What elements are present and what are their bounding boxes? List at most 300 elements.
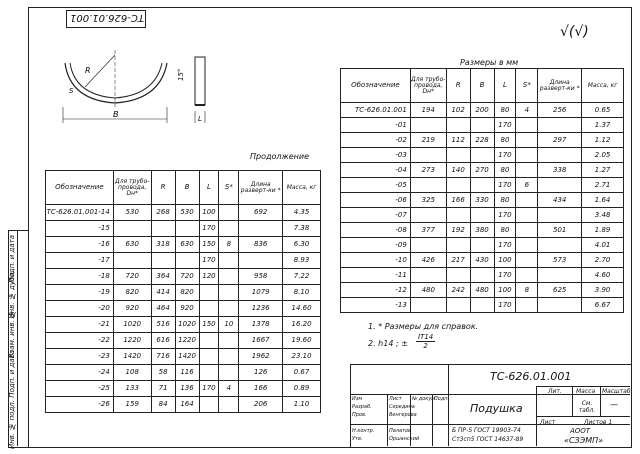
left_table-cell-r: 71	[151, 381, 175, 397]
org-line-1: АООТ	[570, 427, 591, 435]
table-row	[341, 118, 624, 133]
note-2: 2. h14 ; ±	[368, 339, 408, 348]
left_table-cell-r: 318	[151, 237, 175, 253]
left_table-cell-s	[219, 221, 239, 237]
left_table-cell-d: -23	[46, 349, 114, 365]
side-strip-divider	[17, 230, 18, 446]
left_table-cell-m: 8.10	[283, 285, 321, 301]
rh-designation: Обозначение	[341, 69, 411, 103]
right_table-cell-len: 434	[538, 193, 582, 208]
left_table-cell-dn: 1420	[113, 349, 151, 365]
label-tolerance: 15°	[177, 68, 185, 81]
right_table-cell-l: 170	[494, 268, 516, 283]
right_table-cell-s: 8	[516, 283, 538, 298]
right_table-cell-l: 100	[494, 283, 516, 298]
side-label-3: Взам. инв. №	[8, 310, 16, 359]
right_table-cell-b: 270	[470, 163, 494, 178]
left_table-cell-d: -17	[46, 253, 114, 269]
right_table-cell-s	[516, 223, 538, 238]
rh-b: B	[470, 69, 494, 103]
left_table-cell-dn	[113, 221, 151, 237]
left_table-cell-dn: 630	[113, 237, 151, 253]
right_table-cell-len	[538, 118, 582, 133]
right_table-cell-s	[516, 118, 538, 133]
left_table-cell-d: -25	[46, 381, 114, 397]
right_table-cell-r: 140	[446, 163, 470, 178]
right_table-cell-dn	[410, 268, 446, 283]
right_table-cell-len: 573	[538, 253, 582, 268]
rh-length: Длина разверт-ки *	[538, 69, 582, 103]
continuation-title: Продолжение	[250, 152, 310, 161]
right_table-cell-len: 625	[538, 283, 582, 298]
table-row	[341, 223, 624, 238]
left_table-cell-m: 0.67	[283, 365, 321, 381]
right_table-cell-l: 80	[494, 163, 516, 178]
left_table-cell-dn: 1020	[113, 317, 151, 333]
right_table-cell-dn: 480	[410, 283, 446, 298]
right_table-cell-len	[538, 268, 582, 283]
right_table-cell-r	[446, 208, 470, 223]
left_table-cell-b: 1220	[175, 333, 199, 349]
title-block-name: Лист	[389, 396, 402, 402]
rh-mass: Масса, кг	[582, 69, 624, 103]
right_table-cell-r: 192	[446, 223, 470, 238]
right_table-cell-r	[446, 238, 470, 253]
left_table-cell-dn: 133	[113, 381, 151, 397]
left_table-cell-d: -18	[46, 269, 114, 285]
right_table-cell-dn	[410, 298, 446, 313]
left_table-cell-dn: 530	[113, 205, 151, 221]
label-l: L	[198, 115, 202, 123]
side-label-5: Подп. и дата	[8, 235, 16, 283]
left_table-cell-r: 364	[151, 269, 175, 285]
left_table-cell-s	[219, 269, 239, 285]
org-line-2: «СЗЭМП»	[564, 436, 604, 445]
lh-l: L	[199, 171, 219, 205]
left_table-cell-len: 958	[239, 269, 283, 285]
right_table-cell-d: -13	[341, 298, 411, 313]
right_table-cell-d: -01	[341, 118, 411, 133]
table-row	[341, 208, 624, 223]
right_table-cell-l: 80	[494, 193, 516, 208]
title-block-role: Изм	[352, 396, 363, 402]
right_table-cell-b	[470, 118, 494, 133]
left_table-cell-m: 4.35	[283, 205, 321, 221]
left_table-cell-b: 720	[175, 269, 199, 285]
left_table-cell-len: 166	[239, 381, 283, 397]
lh-r: R	[151, 171, 175, 205]
left_table-cell-len: 692	[239, 205, 283, 221]
right_table-cell-r	[446, 148, 470, 163]
right_table-cell-s	[516, 148, 538, 163]
right_table-cell-b: 200	[470, 103, 494, 118]
right_table-cell-m: 1.64	[582, 193, 624, 208]
right_table-cell-d: -06	[341, 193, 411, 208]
right_table-cell-l: 170	[494, 238, 516, 253]
lh-pipe: Для трубо-провода, Dн*	[113, 171, 151, 205]
note-2-den: 2	[423, 342, 428, 350]
right_table-cell-s: 6	[516, 178, 538, 193]
note-1: 1. * Размеры для справок.	[368, 322, 479, 331]
material-line-1: Б ПР-5 ГОСТ 19903-74	[452, 427, 521, 434]
left_table-cell-l	[199, 349, 219, 365]
table-row	[46, 349, 321, 365]
sizes-title: Размеры в мм	[460, 58, 519, 67]
left_table-cell-m: 1.10	[283, 397, 321, 413]
right_table-cell-b: 228	[470, 133, 494, 148]
right_table-cell-dn	[410, 118, 446, 133]
right_table-cell-b	[470, 208, 494, 223]
right_table-cell-b	[470, 148, 494, 163]
left_table-cell-s	[219, 301, 239, 317]
right_table-cell-m: 4.01	[582, 238, 624, 253]
left_table-cell-d: -19	[46, 285, 114, 301]
label-r: R	[85, 66, 91, 75]
right_table-cell-d: -05	[341, 178, 411, 193]
table-row	[46, 221, 321, 237]
label-s: S	[69, 87, 74, 95]
right_table-cell-s	[516, 193, 538, 208]
left_table-cell-len: 836	[239, 237, 283, 253]
right_table-cell-m: 3.90	[582, 283, 624, 298]
left_table-cell-l: 150	[199, 237, 219, 253]
right_table-cell-s	[516, 268, 538, 283]
lh-s: S*	[219, 171, 239, 205]
right_table-cell-r: 217	[446, 253, 470, 268]
left_table-cell-r: 84	[151, 397, 175, 413]
left_table-cell-m: 16.20	[283, 317, 321, 333]
right_table-cell-d: TC-626.01.001	[341, 103, 411, 118]
left_table-cell-dn: 720	[113, 269, 151, 285]
left_table-cell-len: 1236	[239, 301, 283, 317]
title-block-role: Утв.	[352, 436, 363, 442]
left_table-cell-len: 1378	[239, 317, 283, 333]
left_table-cell-d: -26	[46, 397, 114, 413]
right_table-cell-dn: 273	[410, 163, 446, 178]
table-row	[341, 148, 624, 163]
title-block-name: Оршанский	[389, 436, 420, 442]
right_table-cell-m: 2.71	[582, 178, 624, 193]
right_table-cell-b	[470, 238, 494, 253]
table-row	[46, 205, 321, 221]
material-line-2: Ст3сп5 ГОСТ 14637-89	[452, 436, 524, 443]
left_table-cell-s	[219, 349, 239, 365]
part-drawing	[55, 45, 215, 130]
right_table-cell-l: 170	[494, 298, 516, 313]
right_table-cell-l: 170	[494, 208, 516, 223]
right_table-cell-d: -10	[341, 253, 411, 268]
rh-s: S*	[516, 69, 538, 103]
left_table-cell-r: 616	[151, 333, 175, 349]
left_table-cell-dn	[113, 253, 151, 269]
right_table-cell-m: 4.60	[582, 268, 624, 283]
product-name: Подушка	[470, 402, 523, 415]
table-row	[341, 253, 624, 268]
right_table-cell-d: -11	[341, 268, 411, 283]
right_table-cell-dn: 194	[410, 103, 446, 118]
lh-designation: Обозначение	[46, 171, 114, 205]
table-row	[341, 298, 624, 313]
left_table-cell-dn: 159	[113, 397, 151, 413]
right_table-cell-s	[516, 298, 538, 313]
approval-mark: √(√)	[560, 24, 589, 40]
table-row	[46, 333, 321, 349]
right_table-cell-r: 242	[446, 283, 470, 298]
table-row	[46, 237, 321, 253]
title-block-role: Н.контр.	[352, 428, 375, 434]
tb-line	[448, 364, 449, 446]
left_table-cell-m: 23.10	[283, 349, 321, 365]
right-size-table	[340, 68, 624, 313]
right_table-cell-l: 170	[494, 178, 516, 193]
right_table-cell-dn	[410, 178, 446, 193]
right_table-cell-dn: 219	[410, 133, 446, 148]
left_table-cell-l	[199, 285, 219, 301]
left_table-cell-r: 58	[151, 365, 175, 381]
left_table-cell-s: 4	[219, 381, 239, 397]
right_table-cell-d: -12	[341, 283, 411, 298]
left_table-cell-d: -16	[46, 237, 114, 253]
table-row	[341, 283, 624, 298]
left_table-cell-r: 268	[151, 205, 175, 221]
title-block-name: Середина	[389, 404, 415, 410]
left_table-cell-r: 464	[151, 301, 175, 317]
sheet-label: Лист	[540, 419, 556, 426]
right_table-cell-s	[516, 238, 538, 253]
tb-line	[572, 386, 573, 416]
left_table-cell-b: 116	[175, 365, 199, 381]
left_table-cell-d: -20	[46, 301, 114, 317]
note-2-fraction	[416, 333, 435, 350]
left_table-cell-s: 10	[219, 317, 239, 333]
table-row	[46, 253, 321, 269]
left_table-cell-l: 100	[199, 205, 219, 221]
left_table-cell-len: 126	[239, 365, 283, 381]
left_table-cell-s	[219, 205, 239, 221]
side-label-2: Подп. и дата	[8, 350, 16, 398]
left_table-cell-d: -22	[46, 333, 114, 349]
right_table-cell-b: 330	[470, 193, 494, 208]
left_table-cell-s	[219, 333, 239, 349]
left_table-cell-len: 206	[239, 397, 283, 413]
left_table-cell-s: 8	[219, 237, 239, 253]
left_table-cell-b: 630	[175, 237, 199, 253]
title-block-date: Подп.	[434, 396, 450, 402]
title-block-role: Разраб.	[352, 404, 372, 410]
left_table-cell-m: 0.89	[283, 381, 321, 397]
col-mass: Масса	[576, 388, 596, 395]
right_table-cell-l: 170	[494, 118, 516, 133]
right_table-cell-r	[446, 118, 470, 133]
table-row	[341, 193, 624, 208]
right_table-cell-d: -08	[341, 223, 411, 238]
left_table-cell-b	[175, 221, 199, 237]
left_table-cell-l: 120	[199, 269, 219, 285]
left_table-cell-m: 6.30	[283, 237, 321, 253]
left_table-cell-m: 7.38	[283, 221, 321, 237]
table-row	[46, 285, 321, 301]
right_table-cell-l: 80	[494, 103, 516, 118]
sheets-label: Листов 1	[584, 419, 613, 426]
right_table-cell-b: 430	[470, 253, 494, 268]
left_table-cell-b: 1420	[175, 349, 199, 365]
left_table-cell-l: 150	[199, 317, 219, 333]
right_table-cell-s	[516, 163, 538, 178]
top-stamp: TC-626.01.001	[70, 12, 144, 23]
left_table-cell-len: 1667	[239, 333, 283, 349]
left_table-cell-d: -24	[46, 365, 114, 381]
left_table-cell-r	[151, 221, 175, 237]
right_table-cell-d: -02	[341, 133, 411, 148]
right_table-cell-m: 6.67	[582, 298, 624, 313]
table-row	[341, 238, 624, 253]
right_table-cell-l: 80	[494, 223, 516, 238]
left_table-cell-l	[199, 397, 219, 413]
right_table-cell-dn	[410, 208, 446, 223]
scale-value: —	[610, 400, 618, 409]
left_table-cell-m: 8.93	[283, 253, 321, 269]
left_table-cell-b: 530	[175, 205, 199, 221]
left_table-cell-len	[239, 221, 283, 237]
left_table-cell-s	[219, 285, 239, 301]
table-row	[46, 269, 321, 285]
rh-r: R	[446, 69, 470, 103]
right_table-cell-b	[470, 268, 494, 283]
right_table-cell-s	[516, 253, 538, 268]
title-block-sign: № докум.	[412, 396, 437, 402]
right_table-cell-len	[538, 148, 582, 163]
see-table: См. табл.	[578, 400, 596, 414]
right_table-cell-m: 1.89	[582, 223, 624, 238]
left-size-table	[45, 170, 321, 413]
left_table-cell-b: 820	[175, 285, 199, 301]
tb-line	[536, 416, 630, 417]
right_table-cell-s: 4	[516, 103, 538, 118]
right_table-cell-s	[516, 208, 538, 223]
right_table-cell-dn	[410, 238, 446, 253]
left_table-cell-d: -15	[46, 221, 114, 237]
right_table-cell-len	[538, 178, 582, 193]
right_table-cell-len: 501	[538, 223, 582, 238]
left_table-cell-l	[199, 333, 219, 349]
col-scale: Масштаб	[602, 388, 631, 395]
right_table-cell-m: 1.37	[582, 118, 624, 133]
left_table-cell-r: 414	[151, 285, 175, 301]
right_table-cell-m: 2.05	[582, 148, 624, 163]
table-row	[341, 178, 624, 193]
right_table-cell-d: -04	[341, 163, 411, 178]
doc-code: TC-626.01.001	[490, 370, 572, 383]
right_table-cell-len	[538, 208, 582, 223]
right_table-cell-len: 338	[538, 163, 582, 178]
lh-mass: Масса, кг	[283, 171, 321, 205]
right_table-cell-dn: 325	[410, 193, 446, 208]
right_table-cell-len	[538, 238, 582, 253]
left_table-cell-s	[219, 397, 239, 413]
side-label-1: Инв. № подл.	[8, 400, 16, 450]
right_table-cell-r: 112	[446, 133, 470, 148]
title-block-role: Пров.	[352, 412, 367, 418]
table-row	[46, 365, 321, 381]
tb-line	[600, 386, 601, 416]
table-row	[46, 301, 321, 317]
left_table-cell-m: 14.60	[283, 301, 321, 317]
left_table-cell-dn: 1220	[113, 333, 151, 349]
rh-l: L	[494, 69, 516, 103]
left_table-cell-d: -21	[46, 317, 114, 333]
right_table-cell-r	[446, 268, 470, 283]
lh-b: B	[175, 171, 199, 205]
left_table-cell-b: 164	[175, 397, 199, 413]
right_table-cell-r: 166	[446, 193, 470, 208]
tb-line	[536, 386, 630, 387]
right_table-cell-l: 80	[494, 133, 516, 148]
col-lit: Лит.	[548, 388, 562, 395]
left_table-cell-len	[239, 253, 283, 269]
title-block-name: Венгерова	[389, 412, 417, 418]
table-row	[341, 133, 624, 148]
right_table-cell-b: 480	[470, 283, 494, 298]
right_table-cell-dn: 377	[410, 223, 446, 238]
left_table-cell-d: TC-626.01.001-14	[46, 205, 114, 221]
table-row	[341, 103, 624, 118]
table-row	[46, 381, 321, 397]
right_table-cell-r	[446, 298, 470, 313]
right_table-cell-d: -09	[341, 238, 411, 253]
right_table-cell-dn: 426	[410, 253, 446, 268]
right_table-cell-r: 102	[446, 103, 470, 118]
tb-line	[387, 394, 388, 446]
left_table-cell-dn: 920	[113, 301, 151, 317]
right_table-cell-m: 1.27	[582, 163, 624, 178]
right_table-cell-l: 100	[494, 253, 516, 268]
right_table-cell-m: 0.65	[582, 103, 624, 118]
table-row	[341, 163, 624, 178]
table-row	[46, 397, 321, 413]
table-row	[341, 268, 624, 283]
left_table-cell-l: 170	[199, 253, 219, 269]
lh-length: Длина разверт-ки *	[239, 171, 283, 205]
right_table-cell-m: 3.48	[582, 208, 624, 223]
left_table-cell-r	[151, 253, 175, 269]
right_table-cell-m: 2.70	[582, 253, 624, 268]
table-row	[46, 317, 321, 333]
right_table-cell-s	[516, 133, 538, 148]
left_table-cell-len: 1962	[239, 349, 283, 365]
right_table-cell-len: 297	[538, 133, 582, 148]
right_table-cell-r	[446, 178, 470, 193]
right_table-cell-l: 170	[494, 148, 516, 163]
left_table-cell-r: 716	[151, 349, 175, 365]
left_table-cell-l	[199, 301, 219, 317]
left_table-cell-b: 1020	[175, 317, 199, 333]
left_table-cell-s	[219, 253, 239, 269]
right_table-cell-b	[470, 178, 494, 193]
note-2-num: IT14	[418, 333, 434, 341]
left_table-cell-l: 170	[199, 381, 219, 397]
side-label-4: Инв. № дубл.	[8, 270, 16, 319]
right_table-cell-d: -07	[341, 208, 411, 223]
right_table-cell-len: 256	[538, 103, 582, 118]
left_table-cell-b	[175, 253, 199, 269]
left_table-cell-m: 19.60	[283, 333, 321, 349]
left_table-cell-b: 136	[175, 381, 199, 397]
left_table-cell-s	[219, 365, 239, 381]
title-block-name: Палатов	[389, 428, 412, 434]
right_table-cell-d: -03	[341, 148, 411, 163]
left_table-cell-l	[199, 365, 219, 381]
right_table-cell-dn	[410, 148, 446, 163]
